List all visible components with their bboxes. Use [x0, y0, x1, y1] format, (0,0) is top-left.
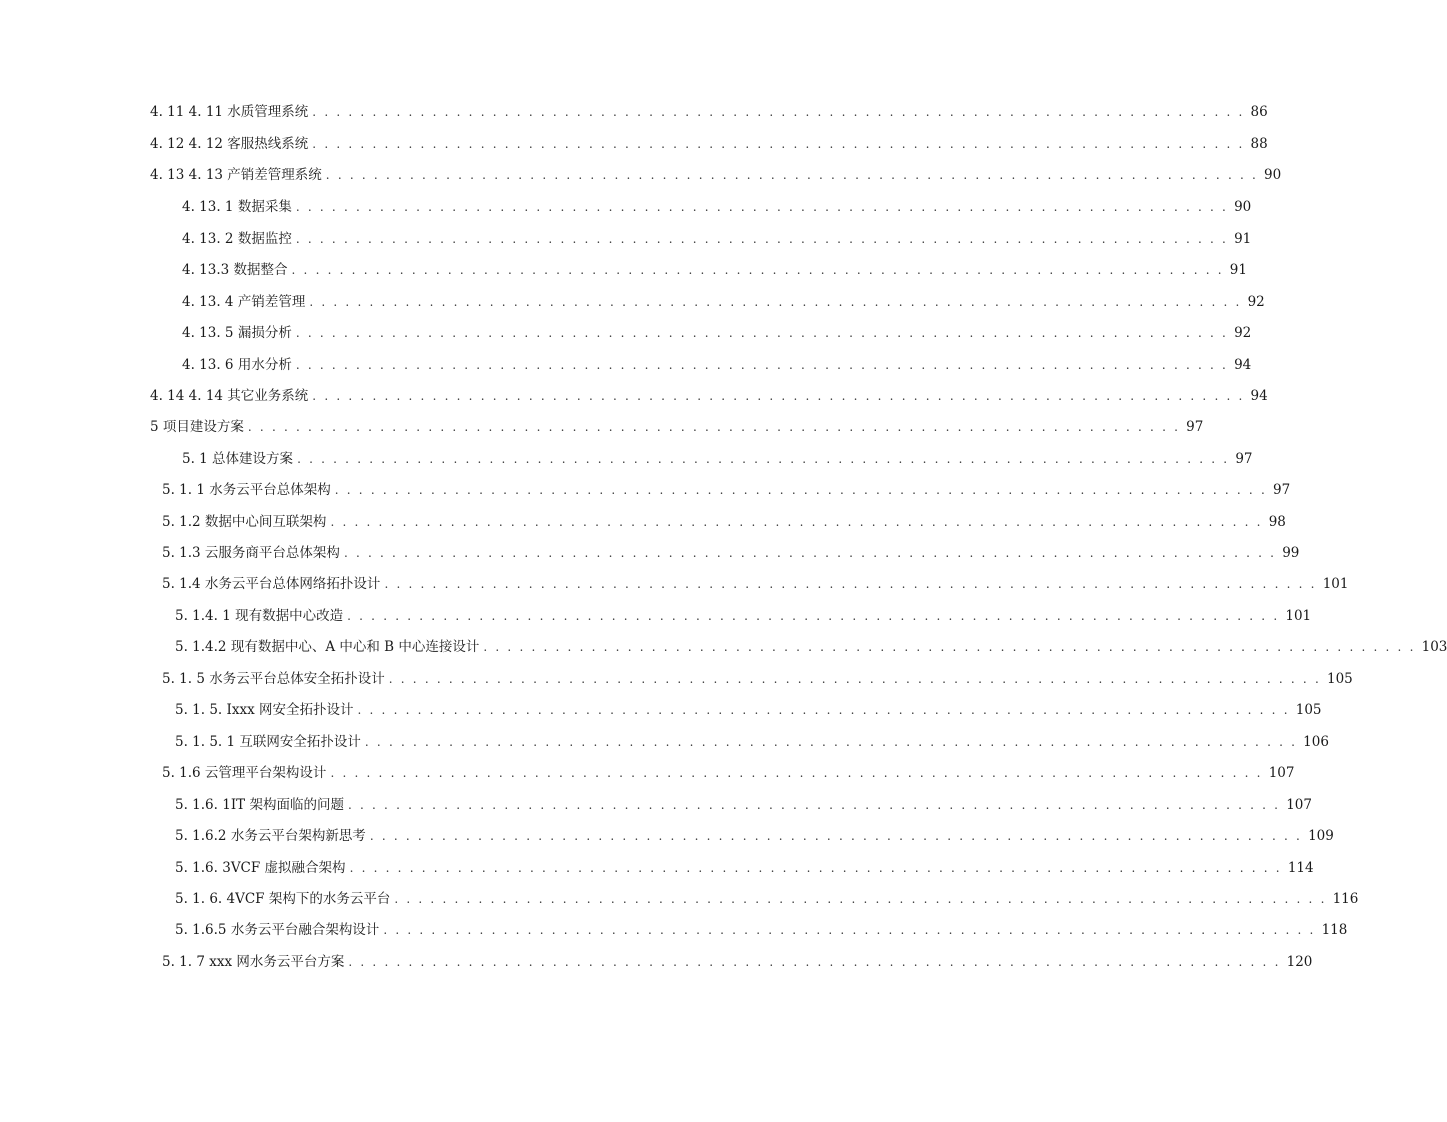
toc-dot-leader: . . . . . . . . . . . . . . . . . . . . . . . . . . . . . . . . . . . . . . . . . . . . . . . . . . . . . . . . . . . . . . . . . . . . . . . . . . . . . .: [312, 105, 1245, 119]
toc-entry-page-number: 97: [1235, 451, 1253, 467]
toc-dot-leader: . . . . . . . . . . . . . . . . . . . . . . . . . . . . . . . . . . . . . . . . . . . . . . . . . . . . . . . . . . . . . . . . . . . . . . . . . . . . . .: [348, 955, 1281, 969]
toc-entry-title: 5. 1.2 数据中心间互联架构: [162, 514, 327, 530]
toc-entry[interactable]: [175, 827, 1334, 845]
toc-dot-leader: . . . . . . . . . . . . . . . . . . . . . . . . . . . . . . . . . . . . . . . . . . . . . . . . . . . . . . . . . . . . . . . . . . . . . . . . . . . . . .: [383, 923, 1316, 937]
toc-dot-leader: . . . . . . . . . . . . . . . . . . . . . . . . . . . . . . . . . . . . . . . . . . . . . . . . . . . . . . . . . . . . . . . . . . . . . . . . . . . . . .: [325, 168, 1259, 182]
toc-entry[interactable]: [162, 953, 1313, 971]
toc-entry-title: 5. 1.6 云管理平台架构设计: [162, 765, 327, 781]
toc-dot-leader: . . . . . . . . . . . . . . . . . . . . . . . . . . . . . . . . . . . . . . . . . . . . . . . . . . . . . . . . . . . . . . . . . . . . . . . . . . . . . .: [369, 829, 1303, 843]
toc-entry[interactable]: [175, 796, 1312, 814]
toc-entry-title: 5. 1.6. 1IT 架构面临的问题: [175, 797, 344, 813]
toc-entry-page-number: 91: [1229, 262, 1247, 278]
toc-entry-page-number: 109: [1308, 828, 1334, 844]
toc-entry-title: 5. 1. 5. Ixxx 网安全拓扑设计: [175, 702, 354, 718]
toc-entry-title: 5. 1.4 水务云平台总体网络拓扑设计: [162, 576, 381, 592]
toc-entry-title: 4. 13 4. 13 产销差管理系统: [150, 167, 322, 183]
toc-entry-title: 4. 13. 6 用水分析: [182, 357, 292, 373]
toc-entry-page-number: 107: [1268, 765, 1295, 781]
toc-entry-page-number: 91: [1234, 231, 1252, 247]
toc-entry[interactable]: [162, 544, 1300, 562]
toc-entry-title: 5. 1.6.2 水务云平台架构新思考: [175, 828, 366, 844]
toc-entry-title: 5. 1. 6. 4VCF 架构下的水务云平台: [175, 891, 391, 907]
toc-entry-page-number: 88: [1250, 136, 1268, 152]
toc-entry-page-number: 86: [1250, 104, 1268, 120]
toc-entry-title: 5. 1.4.2 现有数据中心、A 中心和 B 中心连接设计: [175, 639, 480, 655]
toc-entry-page-number: 94: [1250, 388, 1268, 404]
toc-entry[interactable]: [175, 921, 1348, 939]
toc-entry-page-number: 101: [1285, 608, 1312, 624]
toc-entry-page-number: 103: [1421, 639, 1447, 655]
toc-entry-title: 5. 1. 5. 1 互联网安全拓扑设计: [175, 734, 361, 750]
toc-entry[interactable]: [175, 701, 1322, 719]
toc-entry[interactable]: [182, 356, 1252, 374]
toc-dot-leader: . . . . . . . . . . . . . . . . . . . . . . . . . . . . . . . . . . . . . . . . . . . . . . . . . . . . . . . . . . . . . . . . . . . . . . . . . . . . . .: [312, 137, 1245, 151]
toc-entry[interactable]: [182, 261, 1247, 279]
toc-entry-title: 5. 1. 1 水务云平台总体架构: [162, 482, 331, 498]
toc-entry-page-number: 97: [1186, 419, 1204, 435]
toc-dot-leader: . . . . . . . . . . . . . . . . . . . . . . . . . . . . . . . . . . . . . . . . . . . . . . . . . . . . . . . . . . . . . . . . . . . . . . . . . . . . . .: [291, 263, 1224, 277]
toc-dot-leader: . . . . . . . . . . . . . . . . . . . . . . . . . . . . . . . . . . . . . . . . . . . . . . . . . . . . . . . . . . . . . . . . . . . . . . . . . . . . . .: [330, 515, 1263, 529]
toc-entry-title: 4. 13. 5 漏损分析: [182, 325, 292, 341]
toc-dot-leader: . . . . . . . . . . . . . . . . . . . . . . . . . . . . . . . . . . . . . . . . . . . . . . . . . . . . . . . . . . . . . . . . . . . . . . . . . . . . . .: [483, 640, 1416, 654]
toc-dot-leader: . . . . . . . . . . . . . . . . . . . . . . . . . . . . . . . . . . . . . . . . . . . . . . . . . . . . . . . . . . . . . . . . . . . . . . . . . . . . . .: [388, 672, 1321, 686]
toc-entry-page-number: 92: [1247, 294, 1265, 310]
toc-dot-leader: . . . . . . . . . . . . . . . . . . . . . . . . . . . . . . . . . . . . . . . . . . . . . . . . . . . . . . . . . . . . . . . . . . . . . . . . . . . . . .: [343, 546, 1277, 560]
toc-entry[interactable]: [182, 230, 1252, 248]
toc-dot-leader: . . . . . . . . . . . . . . . . . . . . . . . . . . . . . . . . . . . . . . . . . . . . . . . . . . . . . . . . . . . . . . . . . . . . . . . . . . . . . .: [384, 577, 1317, 591]
toc-entry-title: 5. 1. 5 水务云平台总体安全拓扑设计: [162, 671, 385, 687]
toc-dot-leader: . . . . . . . . . . . . . . . . . . . . . . . . . . . . . . . . . . . . . . . . . . . . . . . . . . . . . . . . . . . . . . . . . . . . . . . . . . . . . .: [297, 452, 1230, 466]
toc-entry[interactable]: [182, 450, 1253, 468]
toc-entry[interactable]: [162, 481, 1291, 499]
toc-entry[interactable]: [162, 670, 1353, 688]
toc-dot-leader: . . . . . . . . . . . . . . . . . . . . . . . . . . . . . . . . . . . . . . . . . . . . . . . . . . . . . . . . . . . . . . . . . . . . . . . . . . . . . .: [347, 798, 1281, 812]
toc-entry-page-number: 105: [1295, 702, 1322, 718]
toc-entry[interactable]: [150, 103, 1268, 121]
toc-entry-title: 4. 13. 2 数据监控: [182, 231, 292, 247]
toc-entry-title: 5. 1.3 云服务商平台总体架构: [162, 545, 340, 561]
toc-dot-leader: . . . . . . . . . . . . . . . . . . . . . . . . . . . . . . . . . . . . . . . . . . . . . . . . . . . . . . . . . . . . . . . . . . . . . . . . . . . . . .: [357, 703, 1290, 717]
toc-entry-title: 5. 1.6. 3VCF 虚拟融合架构: [175, 860, 346, 876]
toc-dot-leader: . . . . . . . . . . . . . . . . . . . . . . . . . . . . . . . . . . . . . . . . . . . . . . . . . . . . . . . . . . . . . . . . . . . . . . . . . . . . . .: [394, 892, 1327, 906]
toc-entry[interactable]: [150, 387, 1268, 405]
toc-entry-title: 4. 14 4. 14 其它业务系统: [150, 388, 309, 404]
toc-entry-page-number: 118: [1321, 922, 1348, 938]
toc-entry-page-number: 90: [1234, 199, 1252, 215]
toc-dot-leader: . . . . . . . . . . . . . . . . . . . . . . . . . . . . . . . . . . . . . . . . . . . . . . . . . . . . . . . . . . . . . . . . . . . . . . . . . . . . . .: [364, 735, 1298, 749]
toc-entry[interactable]: [162, 764, 1295, 782]
toc-dot-leader: . . . . . . . . . . . . . . . . . . . . . . . . . . . . . . . . . . . . . . . . . . . . . . . . . . . . . . . . . . . . . . . . . . . . . . . . . . . . . .: [295, 232, 1229, 246]
toc-entry-title: 4. 11 4. 11 水质管理系统: [150, 104, 309, 120]
toc-entry[interactable]: [175, 733, 1329, 751]
toc-entry-title: 4. 13.3 数据整合: [182, 262, 288, 278]
toc-entry-page-number: 94: [1234, 357, 1252, 373]
toc-entry-title: 5. 1.6.5 水务云平台融合架构设计: [175, 922, 380, 938]
toc-entry[interactable]: [150, 166, 1282, 184]
toc-entry[interactable]: [175, 638, 1447, 656]
toc-dot-leader: . . . . . . . . . . . . . . . . . . . . . . . . . . . . . . . . . . . . . . . . . . . . . . . . . . . . . . . . . . . . . . . . . . . . . . . . . . . . . .: [247, 420, 1181, 434]
toc-dot-leader: . . . . . . . . . . . . . . . . . . . . . . . . . . . . . . . . . . . . . . . . . . . . . . . . . . . . . . . . . . . . . . . . . . . . . . . . . . . . . .: [295, 358, 1229, 372]
toc-entry-page-number: 114: [1287, 860, 1314, 876]
toc-entry-page-number: 90: [1264, 167, 1282, 183]
toc-entry[interactable]: [150, 135, 1268, 153]
toc-dot-leader: . . . . . . . . . . . . . . . . . . . . . . . . . . . . . . . . . . . . . . . . . . . . . . . . . . . . . . . . . . . . . . . . . . . . . . . . . . . . . .: [347, 609, 1280, 623]
toc-entry-page-number: 92: [1234, 325, 1252, 341]
toc-entry[interactable]: [175, 607, 1312, 625]
toc-entry-page-number: 98: [1268, 514, 1286, 530]
toc-entry-title: 4. 13. 1 数据采集: [182, 199, 292, 215]
toc-entry[interactable]: [175, 890, 1359, 908]
toc-dot-leader: . . . . . . . . . . . . . . . . . . . . . . . . . . . . . . . . . . . . . . . . . . . . . . . . . . . . . . . . . . . . . . . . . . . . . . . . . . . . . .: [312, 389, 1245, 403]
toc-dot-leader: . . . . . . . . . . . . . . . . . . . . . . . . . . . . . . . . . . . . . . . . . . . . . . . . . . . . . . . . . . . . . . . . . . . . . . . . . . . . . .: [309, 295, 1242, 309]
toc-dot-leader: . . . . . . . . . . . . . . . . . . . . . . . . . . . . . . . . . . . . . . . . . . . . . . . . . . . . . . . . . . . . . . . . . . . . . . . . . . . . . .: [349, 861, 1282, 875]
toc-dot-leader: . . . . . . . . . . . . . . . . . . . . . . . . . . . . . . . . . . . . . . . . . . . . . . . . . . . . . . . . . . . . . . . . . . . . . . . . . . . . . .: [334, 483, 1267, 497]
toc-entry-title: 5. 1.4. 1 现有数据中心改造: [175, 608, 344, 624]
toc-entry[interactable]: [182, 293, 1265, 311]
toc-entry-page-number: 105: [1326, 671, 1353, 687]
toc-entry-page-number: 97: [1272, 482, 1291, 498]
toc-entry[interactable]: [182, 198, 1252, 216]
toc-entry-page-number: 120: [1286, 954, 1313, 970]
toc-entry-title: 4. 13. 4 产销差管理: [182, 294, 306, 310]
toc-entry-title: 4. 12 4. 12 客服热线系统: [150, 136, 309, 152]
toc-entry[interactable]: [150, 418, 1204, 436]
toc-entry-page-number: 116: [1332, 891, 1359, 907]
toc-entry-page-number: 99: [1282, 545, 1300, 561]
toc-entry-title: 5 项目建设方案: [150, 419, 244, 435]
toc-dot-leader: . . . . . . . . . . . . . . . . . . . . . . . . . . . . . . . . . . . . . . . . . . . . . . . . . . . . . . . . . . . . . . . . . . . . . . . . . . . . . .: [295, 326, 1229, 340]
toc-entry-page-number: 106: [1303, 734, 1329, 750]
toc-entry[interactable]: [182, 324, 1252, 342]
toc-entry[interactable]: [175, 859, 1314, 877]
toc-entry-page-number: 107: [1286, 797, 1312, 813]
toc-entry-title: 5. 1. 7 xxx 网水务云平台方案: [162, 954, 345, 970]
toc-entry[interactable]: [162, 575, 1349, 593]
toc-entry-page-number: 101: [1322, 576, 1349, 592]
toc-entry[interactable]: [162, 513, 1286, 531]
toc-dot-leader: . . . . . . . . . . . . . . . . . . . . . . . . . . . . . . . . . . . . . . . . . . . . . . . . . . . . . . . . . . . . . . . . . . . . . . . . . . . . . .: [295, 200, 1229, 214]
toc-entry-title: 5. 1 总体建设方案: [182, 451, 294, 467]
toc-dot-leader: . . . . . . . . . . . . . . . . . . . . . . . . . . . . . . . . . . . . . . . . . . . . . . . . . . . . . . . . . . . . . . . . . . . . . . . . . . . . . .: [330, 766, 1263, 780]
